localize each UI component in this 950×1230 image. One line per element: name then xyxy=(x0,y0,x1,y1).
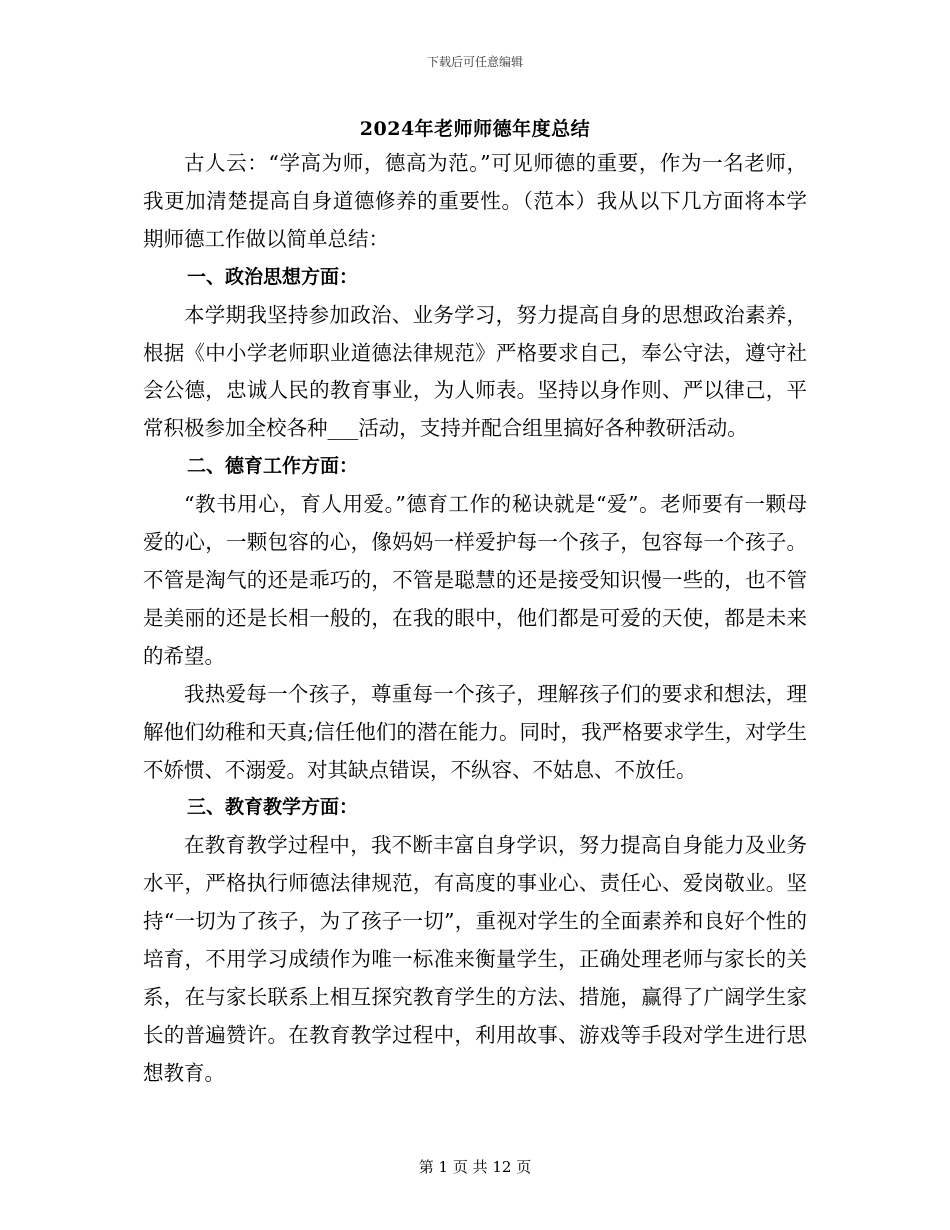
section-paragraph: “教书用心，育人用爱。”德育工作的秘诀就是“爱”。老师要有一颗母爱的心，一颗包容的心，像妈妈一样爱护每一个孩子，包容每一个孩子。不管是淘气的还是乖巧的，不管是聪慧的还是接受知识慢一些的，也不管是美丽的还是长相一般的，在我的眼中，他们都是可爱的天使，都是未来的希望。 xyxy=(143,492,807,668)
section-heading-teaching: 三、教育教学方面： xyxy=(187,796,359,819)
section-paragraph: 本学期我坚持参加政治、业务学习，努力提高自身的思想政治素养，根据《中小学老师职业道德法律规范》严格要求自己，奉公守法，遵守社会公德，忠诚人民的教育事业，为人师表。坚持以身作则、严以律己，平常积极参加全校各种___活动，支持并配合组里搞好各种教研活动。 xyxy=(143,302,807,441)
page-number: 第 1 页 共 12 页 xyxy=(418,1158,532,1176)
intro-paragraph: 古人云：“学高为师，德高为范。”可见师德的重要，作为一名老师，我更加清楚提高自身道德修养的重要性。（范本）我从以下几方面将本学期师德工作做以简单总结： xyxy=(143,151,807,251)
section-paragraph: 在教育教学过程中，我不断丰富自身学识，努力提高自身能力及业务水平，严格执行师德法律规范，有高度的事业心、责任心、爱岗敬业。坚持“一切为了孩子，为了孩子一切”，重视对学生的全面素养和良好个性的培育，不用学习成绩作为唯一标准来衡量学生，正确处理老师与家长的关系，在与家长联系上相互探究教育学生的方法、措施，赢得了广阔学生家长的普遍赞许。在教育教学过程中，利用故事、游戏等手段对学生进行思想教育。 xyxy=(143,833,807,1085)
section-heading-moral-education: 二、德育工作方面： xyxy=(187,455,359,478)
header-note: 下载后可任意编辑 xyxy=(426,55,523,69)
document-title: 2024年老师师德年度总结 xyxy=(359,118,591,140)
section-heading-politics: 一、政治思想方面： xyxy=(187,265,359,288)
document-body xyxy=(143,145,807,1093)
section-paragraph: 我热爱每一个孩子，尊重每一个孩子，理解孩子们的要求和想法，理解他们幼稚和天真;信任他们的潜在能力。同时，我严格要求学生，对学生不娇惯、不溺爱。对其缺点错误，不纵容、不姑息、不放任。 xyxy=(143,681,807,782)
